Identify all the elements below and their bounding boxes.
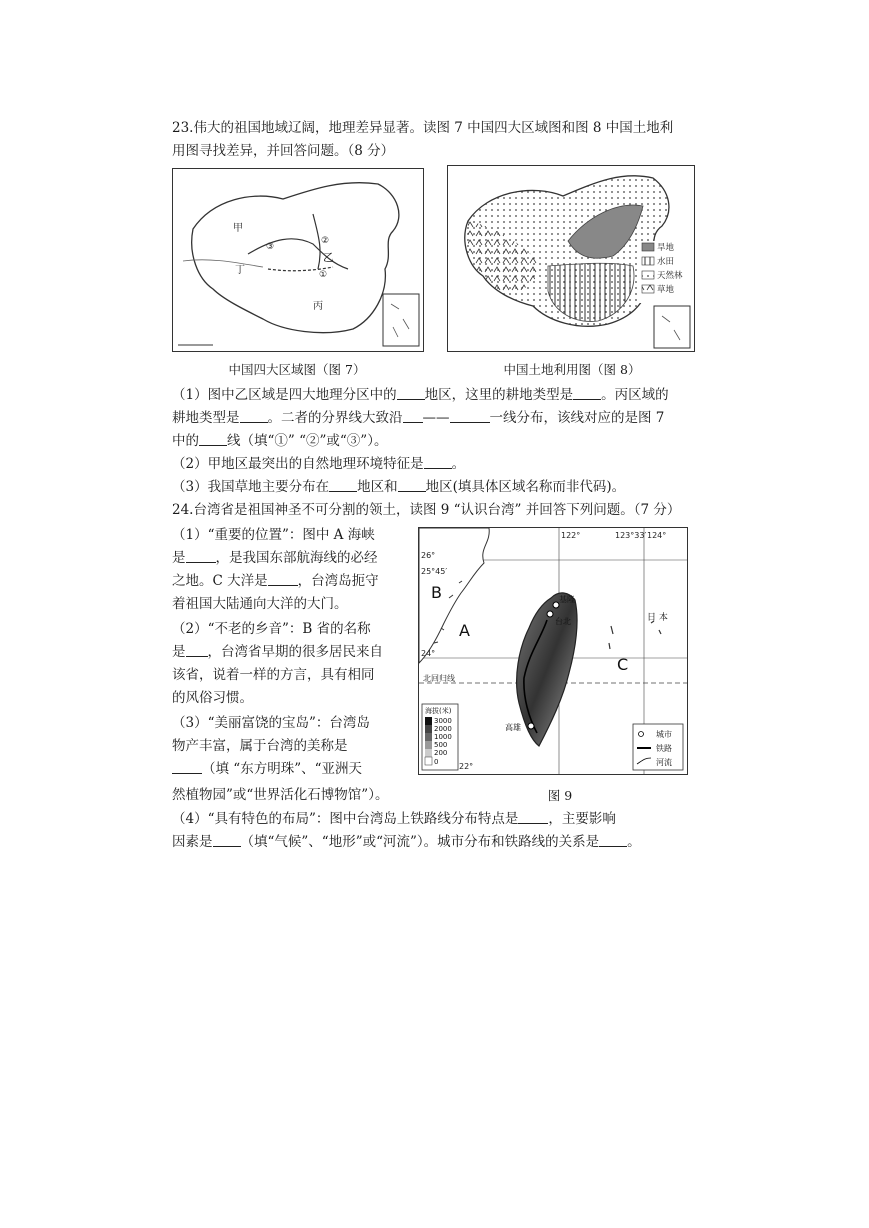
map7-drawing: [173, 169, 423, 351]
city-taipei: 台北: [555, 617, 571, 626]
q24-part3-last: 然植物园”或“世界活化石博物馆”）。: [172, 787, 389, 803]
answer-blank[interactable]: [518, 809, 548, 824]
letter-c: C: [617, 655, 629, 674]
tropic-label: 北回归线: [423, 674, 455, 683]
legend-paddy-swatch: [642, 257, 654, 265]
answer-blank[interactable]: [573, 385, 601, 400]
map8-caption: 中国土地利用图（图 8）: [503, 362, 641, 377]
label-yi: 乙: [323, 251, 334, 264]
elev-swatch-200: [425, 749, 432, 757]
letter-a: A: [459, 621, 470, 640]
city-taipei-marker: [547, 611, 553, 617]
q23-s1-line1: （1）图中乙区域是四大地理分区中的 地区，这里的耕地类型是 。丙区域的: [172, 387, 669, 403]
elev-2000: 2000: [434, 725, 452, 733]
japan-label: 日 本: [647, 613, 668, 623]
label-line-2: ②: [321, 236, 330, 246]
answer-blank[interactable]: [403, 408, 423, 423]
q24-part4-line2: 因素是 （填“气候”、“地形”或“河流”）。城市分布和铁路线的关系是 。: [172, 834, 641, 850]
legend-paddy: 水田: [657, 257, 675, 267]
q23-s1-line3: 中的 线（填“①” “②”或“③”）。: [172, 433, 388, 449]
answer-blank[interactable]: [199, 431, 227, 446]
legend-forest-swatch: [642, 271, 654, 279]
map8-drawing: [448, 166, 694, 351]
letter-b: B: [431, 583, 442, 602]
legend-grass-swatch: [642, 285, 654, 293]
map9-drawing: [419, 528, 687, 774]
label-ding: 丁: [235, 265, 245, 276]
elev-swatch-3000: [425, 717, 432, 725]
elev-swatch-500: [425, 741, 432, 749]
elev-200: 200: [434, 749, 448, 757]
china-outline: [192, 183, 399, 333]
answer-blank[interactable]: [329, 477, 357, 492]
answer-blank[interactable]: [186, 642, 208, 657]
answer-blank[interactable]: [398, 477, 426, 492]
q24-part4-line1: （4）“具有特色的布局”：图中台湾岛上铁路线分布特点是 ，主要影响: [172, 811, 616, 827]
city-kaohsiung-marker: [528, 723, 534, 729]
q23-s3: （3）我国草地主要分布在 地区和 地区(填具体区域名称而非代码)。: [172, 479, 626, 495]
south-sea-inset-8: [654, 306, 690, 348]
legend-city: 城市: [656, 730, 672, 739]
answer-blank[interactable]: [172, 759, 202, 774]
answer-blank[interactable]: [450, 408, 490, 423]
eastern-islands: [609, 621, 661, 649]
label-line-1: ①: [319, 270, 328, 280]
map-china-land-use: [447, 165, 695, 352]
elev-swatch-1000: [425, 733, 432, 741]
answer-blank[interactable]: [424, 454, 452, 469]
label-jia: 甲: [233, 223, 243, 234]
elev-1000: 1000: [434, 733, 452, 741]
answer-blank[interactable]: [268, 571, 298, 586]
answer-blank[interactable]: [240, 408, 268, 423]
answer-blank[interactable]: [599, 832, 627, 847]
answer-blank[interactable]: [213, 832, 241, 847]
lat-label-22: 22°: [459, 762, 474, 771]
lat-label-26: 26°: [421, 551, 436, 560]
elev-swatch-2000: [425, 725, 432, 733]
label-line-3: ③: [266, 242, 275, 252]
q24-part3: （3）“美丽富饶的宝岛”：台湾岛 物产丰富，属于台湾的美称是 （填 “东方明珠”、“亚洲天: [172, 715, 370, 777]
map-china-four-regions: [172, 168, 424, 352]
q23-s2: （2）甲地区最突出的自然地理环境特征是 。: [172, 456, 466, 472]
map7-caption: 中国四大区域图（图 7）: [228, 362, 366, 377]
legend-dryland-swatch: [642, 243, 654, 251]
boundary-line-2: [313, 214, 320, 269]
elev-0: 0: [434, 758, 439, 766]
lon-label-123: 123°33′: [615, 531, 647, 540]
q23-intro-line2: 用图寻找差异，并回答问题。（8 分）: [172, 143, 395, 159]
answer-blank[interactable]: [186, 548, 216, 563]
lon-label-122: 122°: [561, 531, 581, 540]
legend-grass: 草地: [657, 285, 675, 295]
legend-city-symbol: [639, 732, 644, 737]
legend-river: 河流: [656, 758, 672, 767]
answer-blank[interactable]: [397, 385, 425, 400]
q23-intro-line1: 23.伟大的祖国地域辽阔，地理差异显著。读图 7 中国四大区域图和图 8 中国土地利: [172, 120, 674, 136]
q24-part2: （2）“不老的乡音”：B 省的名称 是 ，台湾省早期的很多居民来自 该省，说着一样的方言，具有相同 的风俗习惯。: [172, 621, 383, 706]
elev-500: 500: [434, 741, 448, 749]
q23-s1-line2: 耕地类型是 。二者的分界线大致沿 —— 一线分布，该线对应的是图 7: [172, 410, 665, 426]
elev-swatch-0: [425, 757, 432, 765]
city-keelung: 基隆: [559, 595, 575, 604]
q24-intro: 24.台湾省是祖国神圣不可分割的领土，读图 9 “认识台湾” 并回答下列问题。（7 分）: [172, 502, 681, 518]
q24-part1: （1）“重要的位置”：图中 A 海峡 是 ，是我国东部航海线的必经 之地。C 大洋是 ，台湾岛扼守 着祖国大陆通向大洋的大门。: [172, 527, 379, 612]
lon-label-124: 124°: [647, 531, 667, 540]
mainland-coast: [419, 528, 489, 663]
label-bing: 丙: [313, 301, 323, 312]
legend-dryland: 旱地: [657, 243, 675, 253]
city-kaohsiung: 高雄: [505, 723, 521, 732]
lat-label-2545: 25°45′: [421, 567, 448, 576]
south-sea-inset: [383, 294, 419, 346]
elevation-title: 海拔(米): [425, 707, 452, 715]
map9-caption: 图 9: [547, 788, 573, 803]
elev-3000: 3000: [434, 717, 452, 725]
legend-railway: 铁路: [656, 744, 672, 753]
map-taiwan: [418, 527, 688, 775]
lat-label-24: 24°: [421, 649, 436, 658]
legend-forest: 天然林: [657, 271, 683, 281]
